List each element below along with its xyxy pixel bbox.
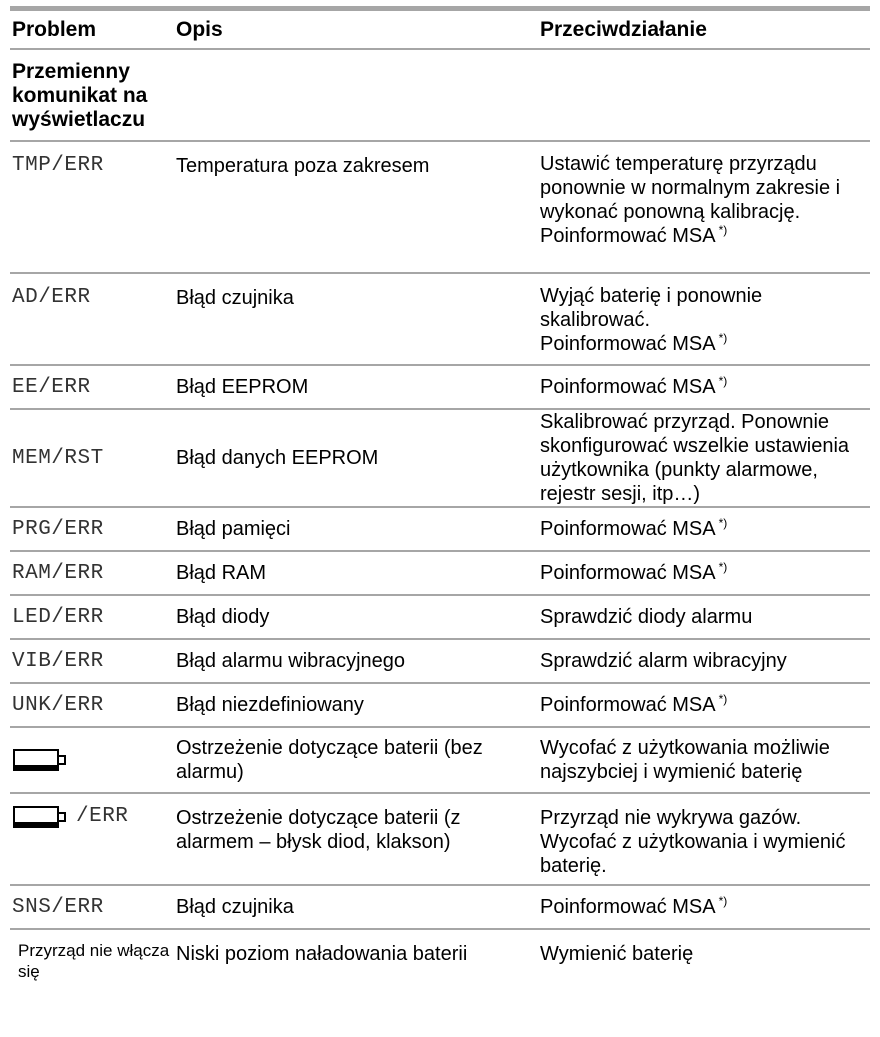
row-action: Wymienić baterię (540, 943, 694, 965)
troubleshooting-table-container (10, 6, 870, 989)
row-action: Poinformować MSA *) (540, 516, 728, 540)
row-action: Sprawdzić alarm wibracyjny (540, 650, 787, 672)
troubleshooting-table (10, 11, 870, 989)
row-description: Ostrzeżenie dotyczące baterii (z alarmem – błysk diod, klakson) (176, 807, 461, 853)
row-description: Błąd RAM (176, 562, 267, 584)
row-action: Wycofać z użytkowania możliwie najszybciej i wymienić baterię (540, 737, 830, 783)
table-row (10, 409, 870, 507)
row-description: Temperatura poza zakresem (176, 155, 430, 177)
table-row (10, 885, 870, 929)
row-action: Poinformować MSA *) (540, 894, 728, 918)
table-row (10, 551, 870, 595)
error-code: VIB/ERR (12, 650, 104, 673)
table-row (10, 929, 870, 989)
row-problem: Przyrząd nie włącza się (18, 941, 170, 981)
error-code: EE/ERR (12, 376, 91, 399)
battery-empty-icon (12, 804, 70, 830)
row-description: Błąd danych EEPROM (176, 447, 379, 469)
row-action: Wyjąć baterię i ponownie skalibrować. Poinformować MSA *) (540, 285, 763, 355)
table-row (10, 639, 870, 683)
row-description: Błąd EEPROM (176, 376, 309, 398)
table-row (10, 793, 870, 885)
error-code: /ERR (76, 805, 129, 828)
table-row (10, 727, 870, 793)
row-action: Przyrząd nie wykrywa gazów. Wycofać z użytkowania i wymienić baterię. (540, 807, 846, 877)
error-code: RAM/ERR (12, 562, 104, 585)
table-row (10, 683, 870, 727)
row-description: Ostrzeżenie dotyczące baterii (bez alarmu) (176, 737, 483, 783)
row-action: Sprawdzić diody alarmu (540, 606, 753, 628)
error-code: AD/ERR (12, 286, 91, 309)
row-action: Skalibrować przyrząd. Ponownie skonfigurować wszelkie ustawienia użytkownika (punkty alarmowe, rejestr sesji, itp…) (540, 411, 850, 505)
row-description: Błąd alarmu wibracyjnego (176, 650, 406, 672)
table-row (10, 507, 870, 551)
error-code: PRG/ERR (12, 518, 104, 541)
row-action: Poinformować MSA *) (540, 692, 728, 716)
table-header-row (10, 11, 870, 49)
header-description: Opis (176, 17, 223, 41)
row-action: Poinformować MSA *) (540, 560, 728, 584)
row-description: Niski poziom naładowania baterii (176, 943, 468, 965)
subheader-row (10, 49, 870, 141)
header-action: Przeciwdziałanie (540, 17, 707, 41)
battery-empty-icon (12, 747, 70, 773)
table-row (10, 141, 870, 273)
row-action: Poinformować MSA *) (540, 374, 728, 398)
row-description: Błąd niezdefiniowany (176, 694, 364, 716)
row-description: Błąd czujnika (176, 896, 294, 918)
header-problem: Problem (12, 17, 97, 41)
error-code: LED/ERR (12, 606, 104, 629)
row-description: Błąd czujnika (176, 287, 294, 309)
error-code: MEM/RST (12, 447, 104, 470)
row-description: Błąd pamięci (176, 518, 291, 540)
row-description: Błąd diody (176, 606, 270, 628)
subheader-display-message: Przemienny komunikat na wyświetlaczu (12, 60, 148, 131)
table-row (10, 273, 870, 365)
table-row (10, 595, 870, 639)
error-code: UNK/ERR (12, 694, 104, 717)
table-row (10, 365, 870, 409)
error-code: SNS/ERR (12, 896, 104, 919)
row-action: Ustawić temperaturę przyrządu ponownie w normalnym zakresie i wykonać ponowną kalibrację. Poinformować MSA *) (540, 153, 841, 247)
error-code: TMP/ERR (12, 154, 104, 177)
